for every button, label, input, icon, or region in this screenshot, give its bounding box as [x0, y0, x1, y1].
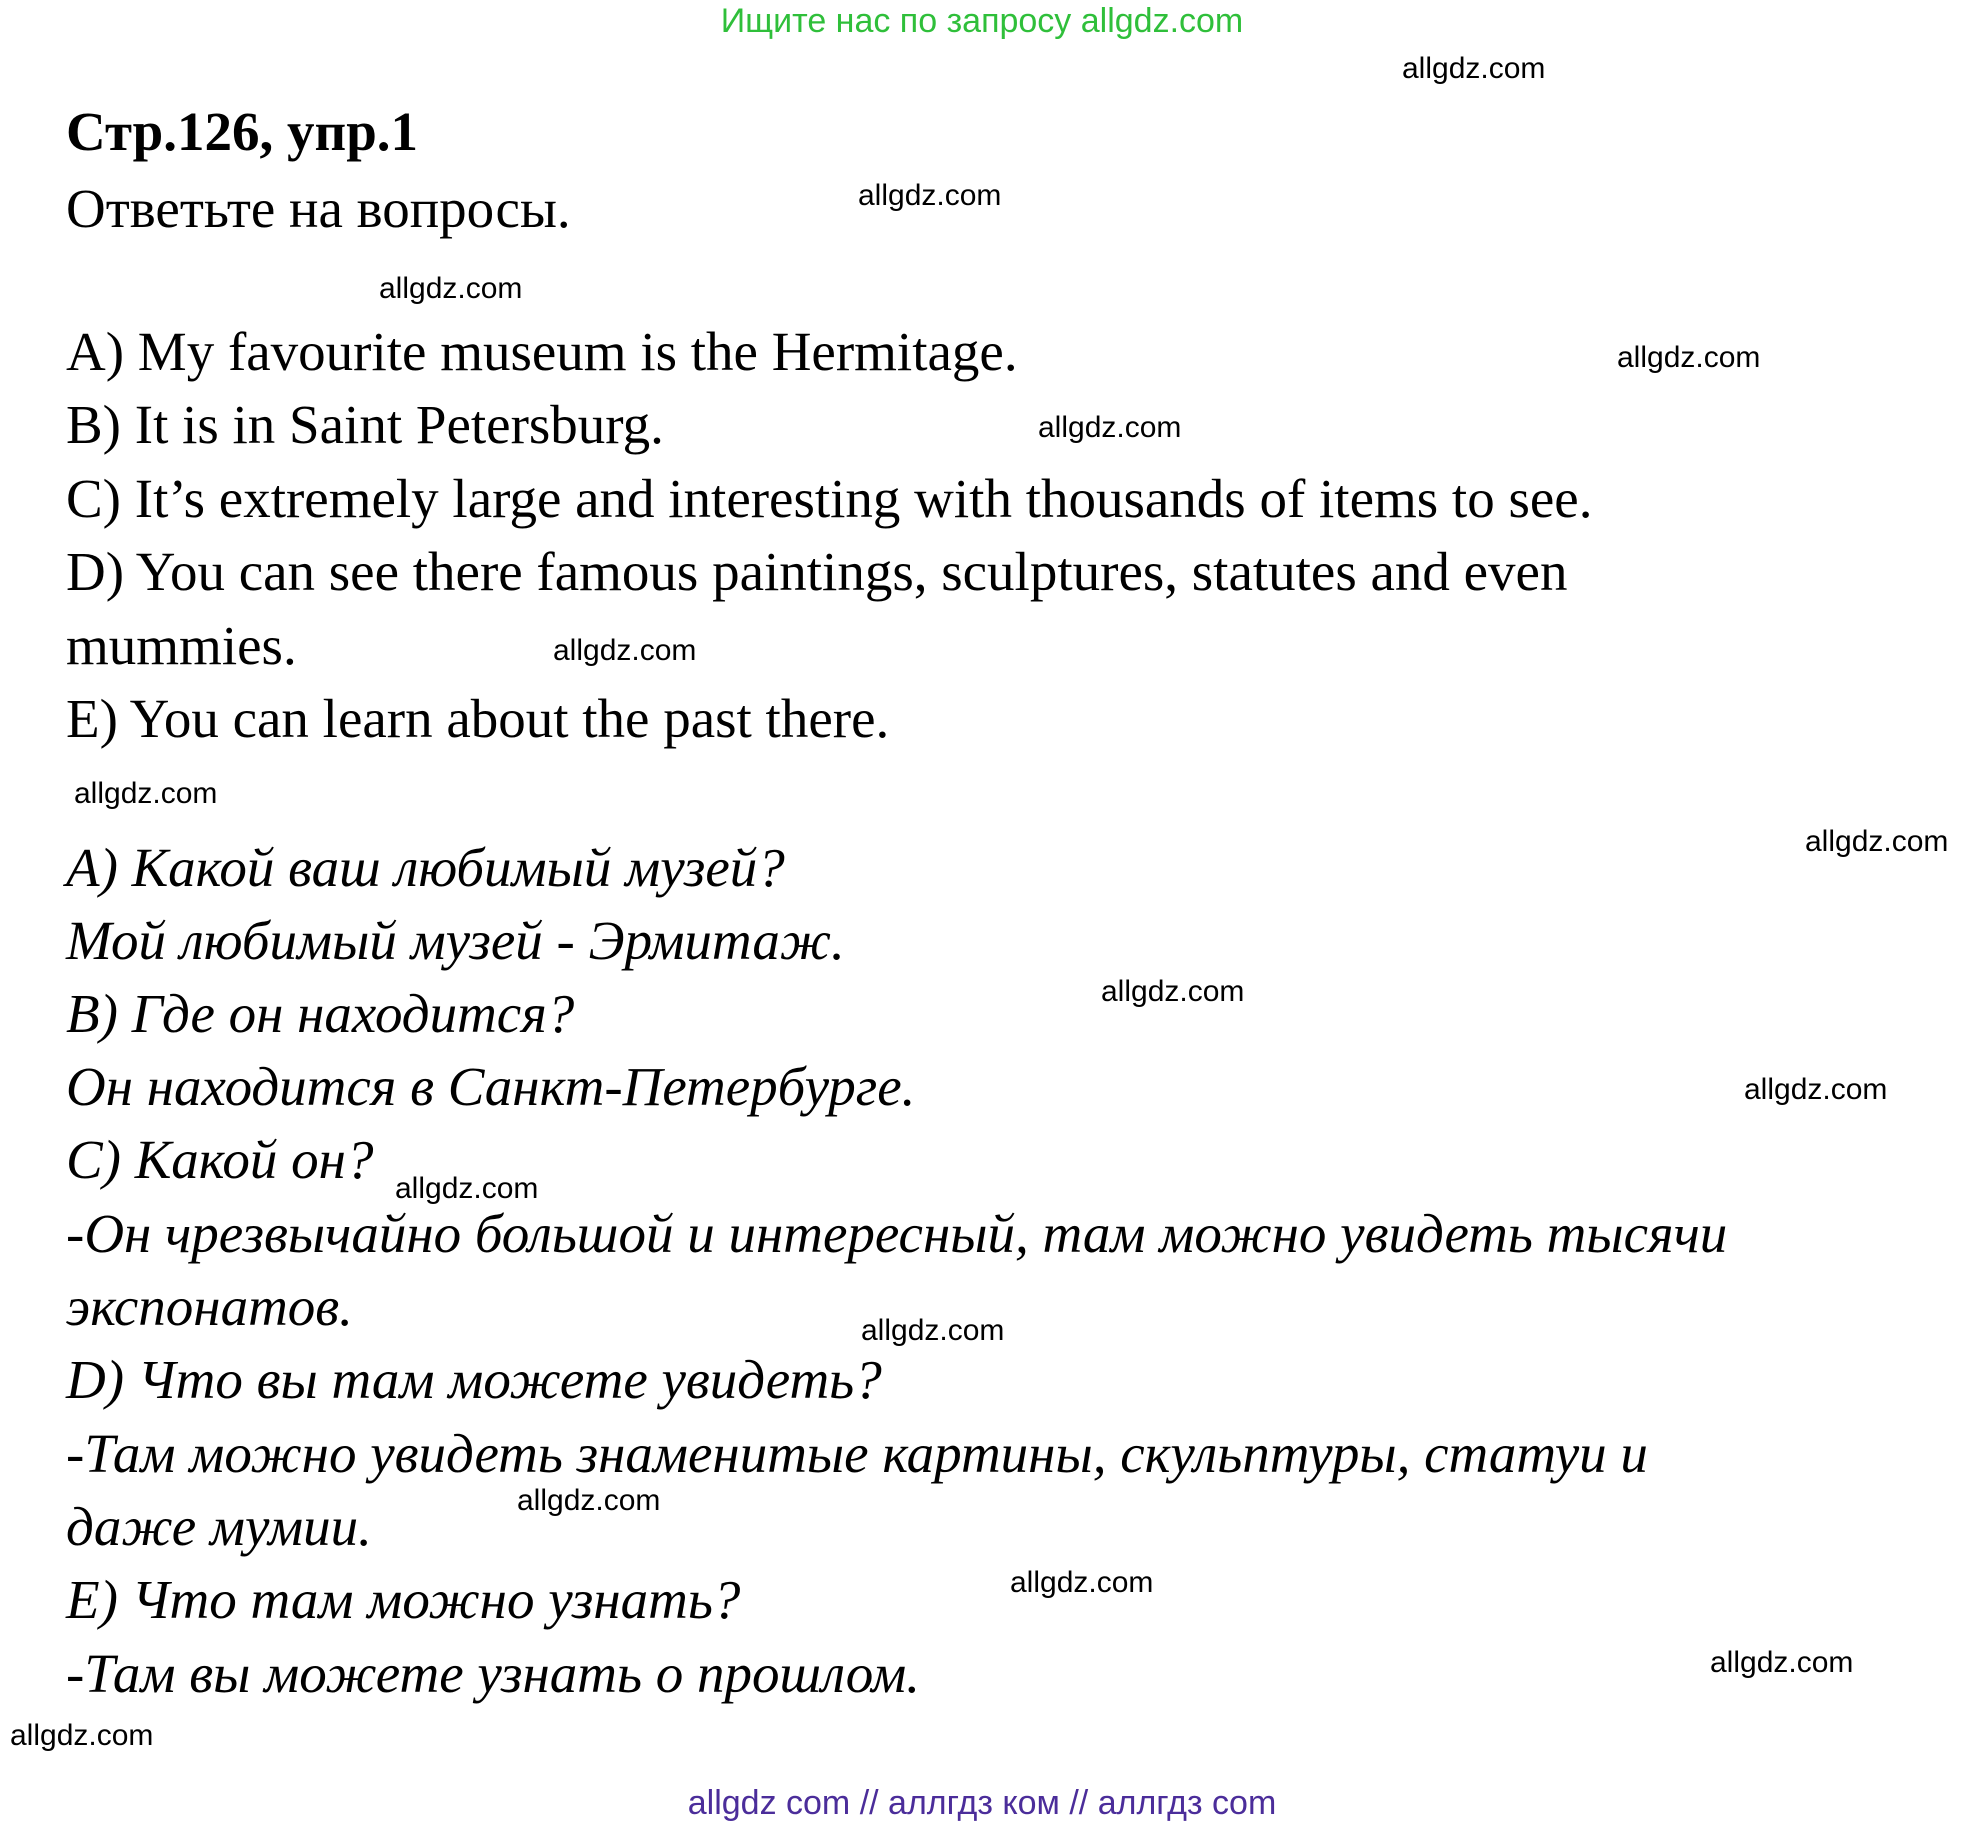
translation-line: даже мумии.	[66, 1496, 372, 1557]
watermark: allgdz.com	[1805, 825, 1949, 858]
watermark: allgdz.com	[1744, 1073, 1888, 1106]
watermark: allgdz.com	[10, 1719, 154, 1752]
watermark: allgdz.com	[553, 634, 697, 667]
answer-line: A) My favourite museum is the Hermitage.	[66, 321, 1018, 382]
watermark: allgdz.com	[517, 1484, 661, 1517]
top-banner: Ищите нас по запросу allgdz.com	[720, 2, 1244, 40]
watermark: allgdz.com	[858, 179, 1002, 212]
answer-line: mummies.	[66, 615, 297, 676]
translation-line: -Он чрезвычайно большой и интересный, там можно увидеть тысячи	[66, 1203, 1728, 1264]
task-instruction: Ответьте на вопросы.	[66, 178, 571, 239]
watermark: allgdz.com	[1038, 411, 1182, 444]
watermark: allgdz.com	[861, 1314, 1005, 1347]
answer-line: B) It is in Saint Petersburg.	[66, 394, 664, 455]
answer-line: E) You can learn about the past there.	[66, 688, 890, 749]
page-title: Стр.126, упр.1	[66, 101, 419, 162]
translation-line: E) Что там можно узнать?	[66, 1569, 741, 1630]
watermark: allgdz.com	[1101, 975, 1245, 1008]
translation-line: -Там можно увидеть знаменитые картины, скульптуры, статуи и	[66, 1423, 1648, 1484]
translation-line: Он находится в Санкт-Петербурге.	[66, 1056, 916, 1117]
watermark: allgdz.com	[1617, 341, 1761, 374]
translation-line: -Там вы можете узнать о прошлом.	[66, 1643, 920, 1704]
translation-line: B) Где он находится?	[66, 983, 575, 1044]
answer-line: C) It’s extremely large and interesting with thousands of items to see.	[66, 468, 1593, 529]
watermark: allgdz.com	[395, 1172, 539, 1205]
answer-line: D) You can see there famous paintings, sculptures, statutes and even	[66, 541, 1568, 602]
translation-line: C) Какой он?	[66, 1129, 374, 1190]
watermark: allgdz.com	[1402, 52, 1546, 85]
watermark: allgdz.com	[1010, 1566, 1154, 1599]
translation-line: Мой любимый музей - Эрмитаж.	[66, 910, 845, 971]
footer-watermark: allgdz com // аллгдз ком // аллгдз com	[687, 1784, 1277, 1822]
watermark: allgdz.com	[1710, 1646, 1854, 1679]
translation-line: A) Какой ваш любимый музей?	[66, 837, 785, 898]
translation-line: D) Что вы там можете увидеть?	[66, 1349, 882, 1410]
watermark: allgdz.com	[74, 777, 218, 810]
watermark: allgdz.com	[379, 272, 523, 305]
translation-line: экспонатов.	[66, 1276, 353, 1337]
